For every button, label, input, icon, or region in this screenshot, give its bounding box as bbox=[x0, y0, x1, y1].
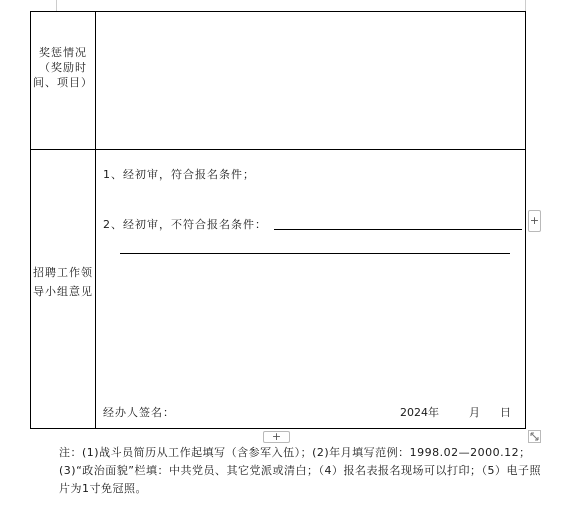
add-column-button[interactable]: + bbox=[528, 210, 541, 232]
table-edge-stub bbox=[56, 0, 57, 11]
signature-date bbox=[400, 404, 511, 420]
resize-corner-icon[interactable] bbox=[528, 430, 541, 443]
signature-label: 经办人签名： bbox=[103, 406, 175, 419]
row-divider bbox=[31, 149, 525, 150]
awards-label: 奖惩情况（奖励时间、项目） bbox=[33, 46, 93, 89]
date-day: 日 bbox=[500, 406, 511, 419]
reason-underline-continued bbox=[120, 253, 510, 254]
form-footnote: 注：(1)战斗员简历从工作起填写（含参军入伍）；(2)年月填写范例：1998.02—2000.12；(3)“政治面貌”栏填：中共党员、其它党派或清白；（4）报名表报名现场可以打印；（5）电子照片为1寸免冠照。 bbox=[59, 446, 541, 495]
reason-underline bbox=[274, 229, 522, 230]
opinion-eligible: 1、经初审，符合报名条件； bbox=[103, 168, 255, 181]
column-divider bbox=[95, 12, 96, 428]
registration-form-table bbox=[30, 11, 526, 429]
committee-opinion-label: 招聘工作领导小组意见 bbox=[33, 266, 93, 298]
date-year: 2024年 bbox=[400, 406, 439, 419]
date-month: 月 bbox=[469, 406, 480, 419]
table-edge-stub bbox=[525, 0, 526, 11]
add-row-button[interactable]: + bbox=[263, 431, 290, 443]
opinion-ineligible: 2、经初审，不符合报名条件： bbox=[103, 218, 267, 231]
